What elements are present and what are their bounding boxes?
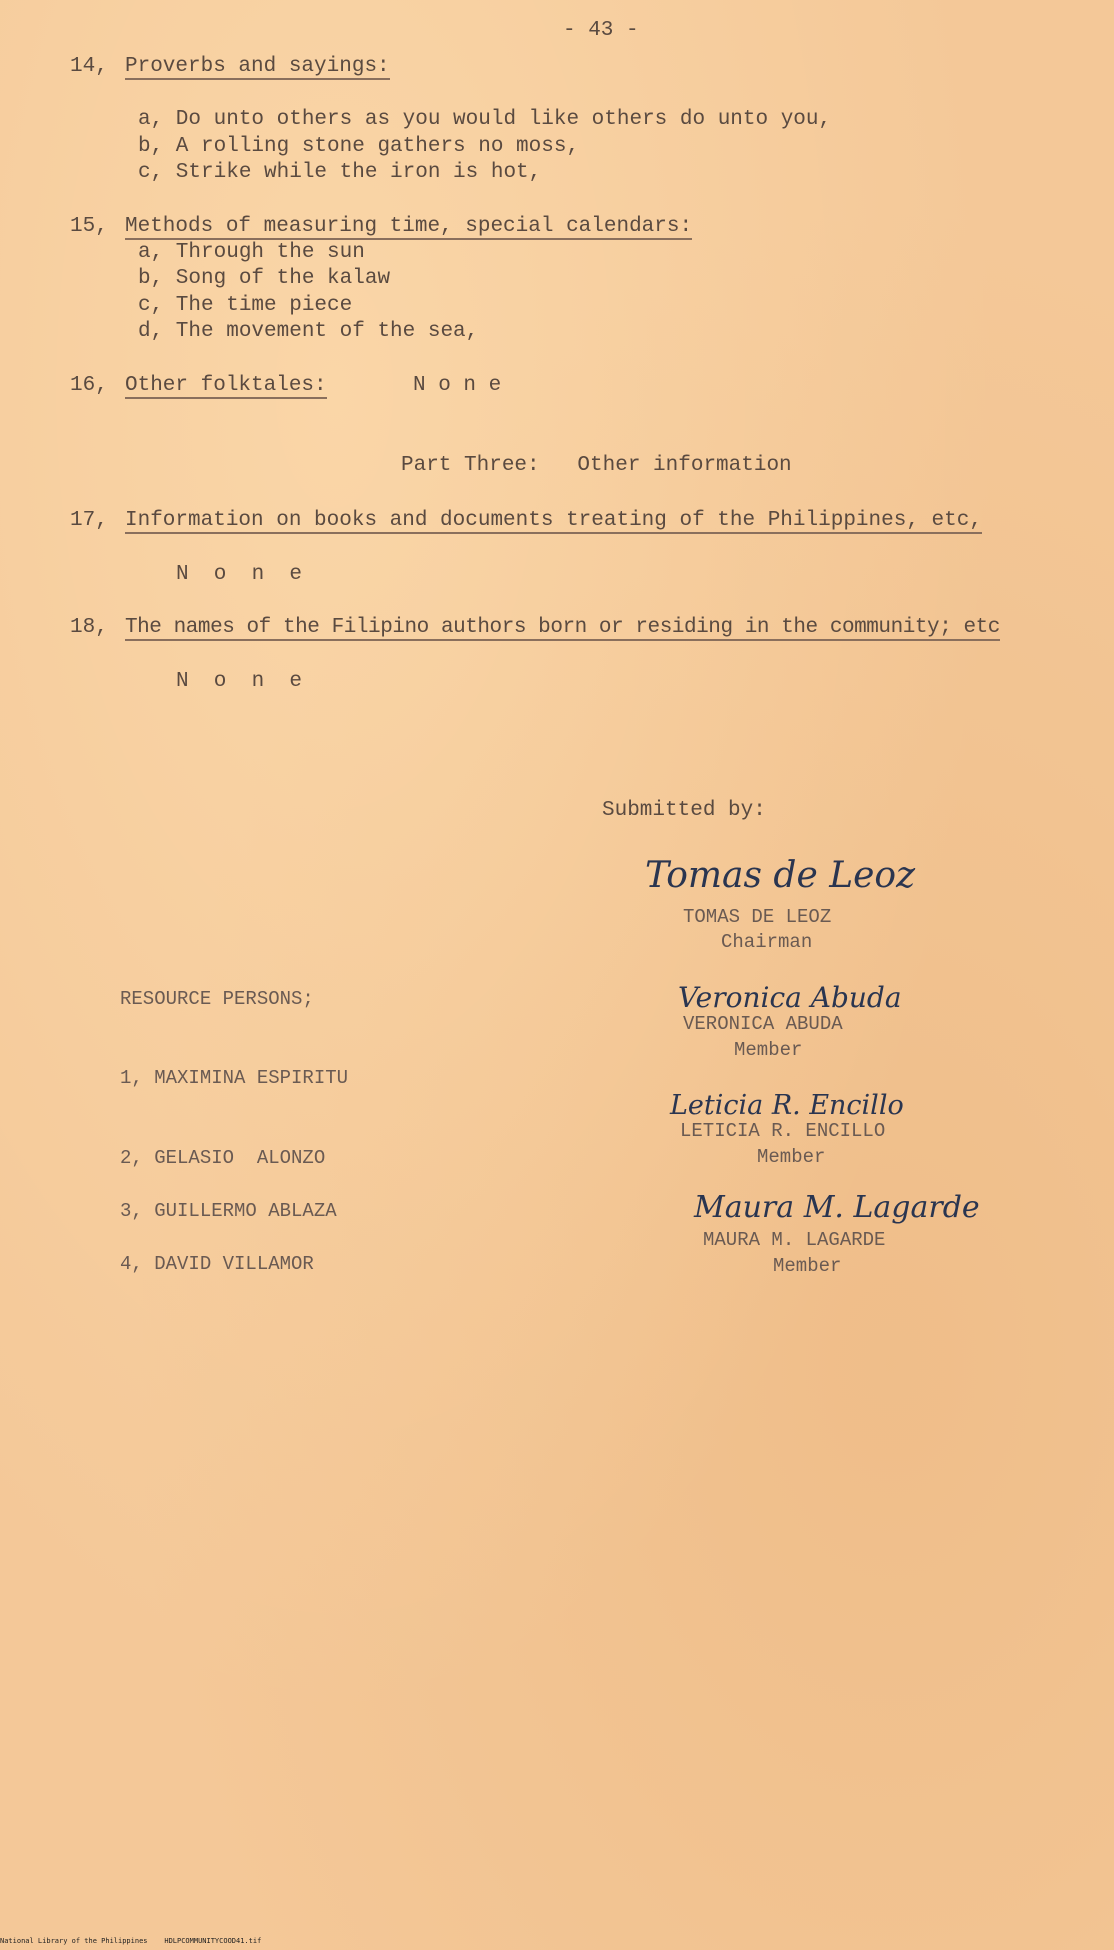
page-number: - 43 - <box>563 19 639 42</box>
section-17-number: 17, <box>70 509 108 532</box>
section-15-item-a: a, Through the sun <box>138 241 365 264</box>
archive-footer: National Library of the Philippines HDLPCOMMUNITYCOOD41.tif <box>0 1937 262 1945</box>
section-16-title: Other folktales: <box>125 374 327 397</box>
section-15-item-b: b, Song of the kalaw <box>138 267 391 290</box>
signatory-2-name: VERONICA ABUDA <box>683 1013 843 1035</box>
section-18-value: N o n e <box>176 670 303 693</box>
section-14-item-b: b, A rolling stone gathers no moss, <box>138 135 580 158</box>
resource-persons-label: RESOURCE PERSONS; <box>120 988 314 1010</box>
section-14-title: Proverbs and sayings: <box>125 55 390 78</box>
resource-person-4: 4, DAVID VILLAMOR <box>120 1253 314 1275</box>
section-16-number: 16, <box>70 374 108 397</box>
signature-2-text: Veronica Abuda <box>678 981 902 1014</box>
signature-3-text: Leticia R. Encillo <box>670 1090 904 1121</box>
signatory-4-role: Member <box>773 1255 842 1277</box>
part-three-heading: Part Three: Other information <box>401 454 792 477</box>
resource-person-3: 3, GUILLERMO ABLAZA <box>120 1200 337 1222</box>
signatory-3-role: Member <box>757 1146 826 1168</box>
section-15-title: Methods of measuring time, special calendars: <box>125 215 693 238</box>
section-17-value: N o n e <box>176 563 303 586</box>
section-14-item-a: a, Do unto others as you would like others do unto you, <box>138 108 832 131</box>
section-15-item-c: c, The time piece <box>138 294 353 317</box>
section-18-title: The names of the Filipino authors born or residing in the community; etc <box>125 616 1000 639</box>
section-17-title: Information on books and documents treating of the Philippines, etc, <box>125 509 982 532</box>
section-14-item-c: c, Strike while the iron is hot, <box>138 161 542 184</box>
signature-tomas-de-leoz <box>645 855 915 896</box>
resource-person-2: 2, GELASIO ALONZO <box>120 1147 326 1169</box>
signature-leticia-encillo <box>670 1090 904 1121</box>
signature-maura-lagarde <box>694 1190 980 1225</box>
submitted-by-label: Submitted by: <box>602 799 766 822</box>
signature-veronica-abuda <box>678 981 902 1014</box>
signatory-3-name: LETICIA R. ENCILLO <box>680 1120 886 1142</box>
signatory-4-name: MAURA M. LAGARDE <box>703 1229 886 1251</box>
section-14-number: 14, <box>70 55 108 78</box>
signatory-1-name: TOMAS DE LEOZ <box>683 906 832 928</box>
section-15-number: 15, <box>70 215 108 238</box>
signature-4-text: Maura M. Lagarde <box>694 1190 980 1225</box>
section-18-number: 18, <box>70 616 108 639</box>
signatory-1-role: Chairman <box>721 931 813 953</box>
resource-person-1: 1, MAXIMINA ESPIRITU <box>120 1067 349 1089</box>
section-16-value: N o n e <box>413 374 502 397</box>
signature-1-text: Tomas de Leoz <box>645 855 916 896</box>
signatory-2-role: Member <box>734 1039 803 1061</box>
section-15-item-d: d, The movement of the sea, <box>138 320 479 343</box>
